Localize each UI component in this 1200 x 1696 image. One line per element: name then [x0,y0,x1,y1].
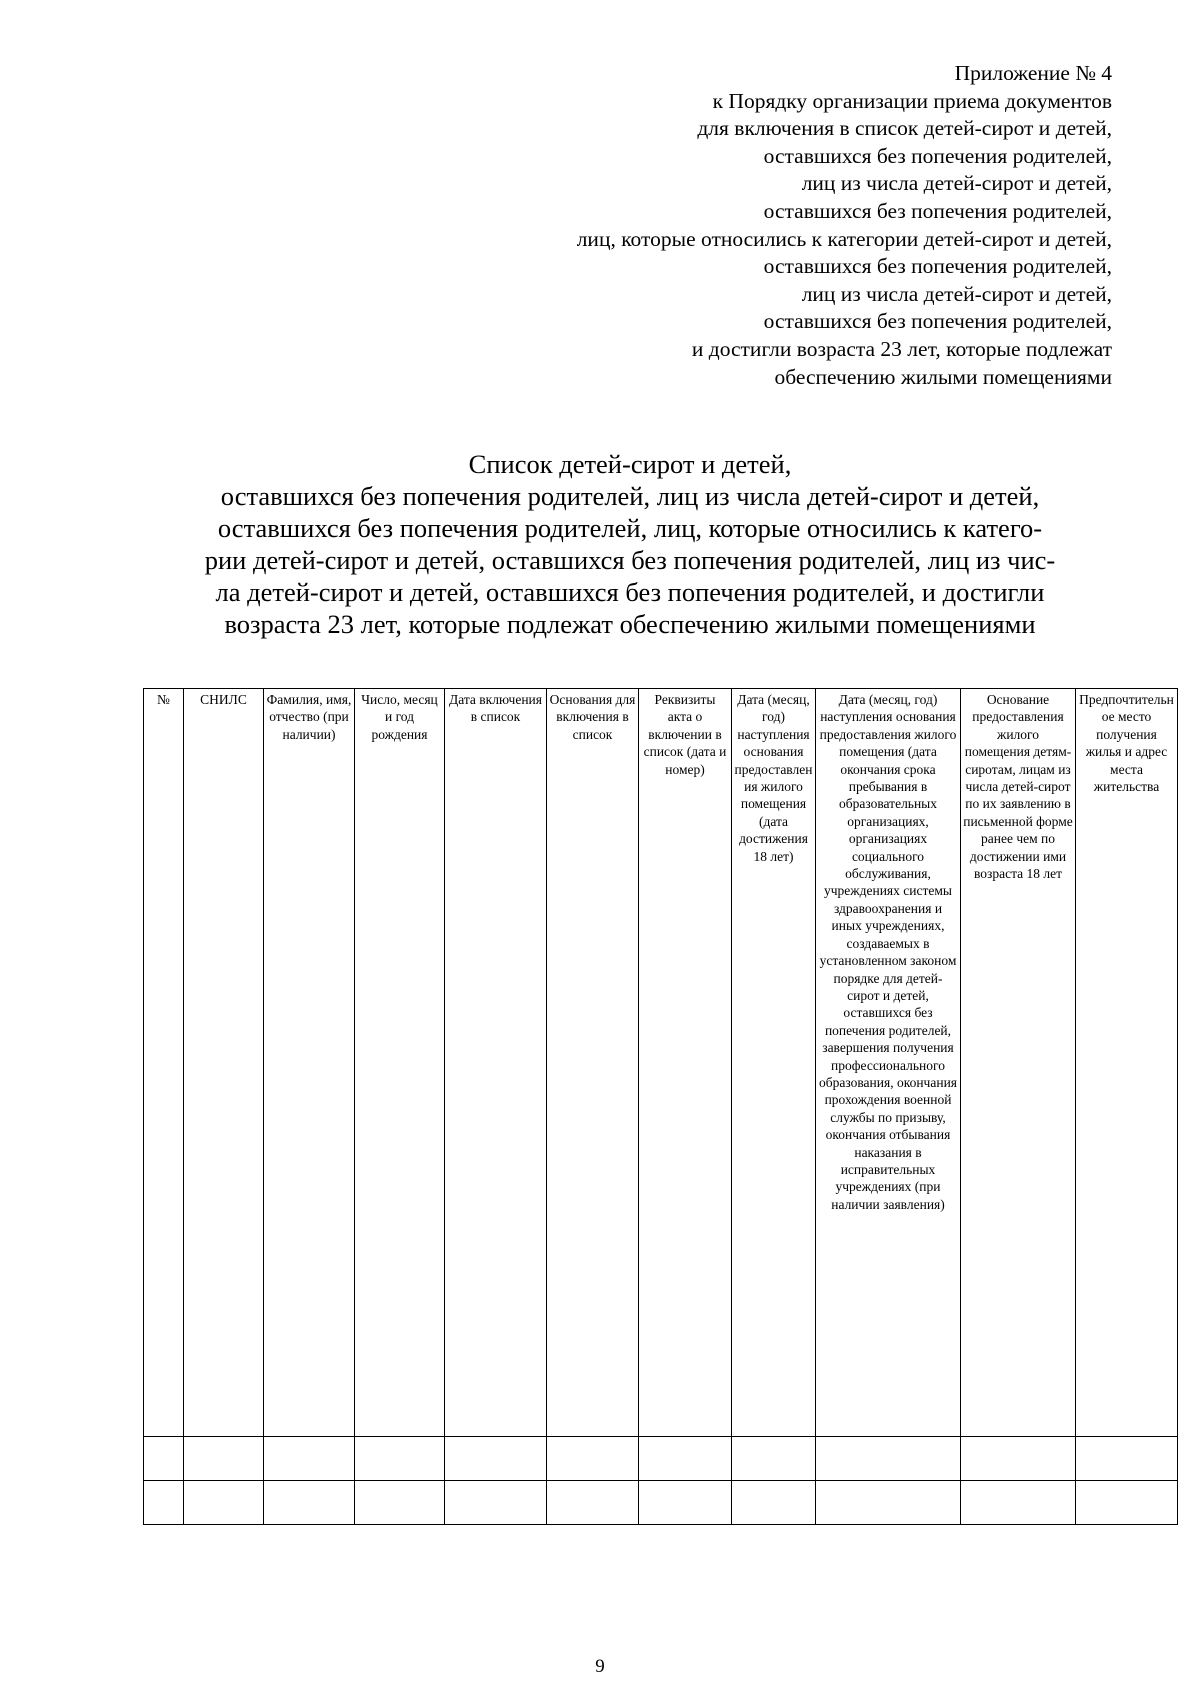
table-cell [961,1481,1076,1525]
table-cell [547,1481,639,1525]
appendix-line: и достигли возраста 23 лет, которые подлежат [691,336,1112,361]
col-header-inclusion-grounds: Основания для включения в список [547,689,639,1437]
table-cell [144,1481,184,1525]
col-header-snils: СНИЛС [184,689,264,1437]
table-cell [816,1481,961,1525]
title-line: оставшихся без попечения родителей, лиц, которые относились к катего- [217,513,1043,543]
appendix-line: для включения в список детей-сирот и детей, [697,116,1112,141]
table-cell [961,1437,1076,1481]
table-cell [264,1437,355,1481]
table-cell [732,1437,816,1481]
appendix-line: оставшихся без попечения родителей, [763,309,1112,334]
appendix-line: лиц из числа детей-сирот и детей, [801,171,1112,196]
appendix-line: оставшихся без попечения родителей, [763,198,1112,223]
page-number: 9 [595,1656,605,1677]
table-cell [144,1437,184,1481]
appendix-line: лиц из числа детей-сирот и детей, [801,281,1112,306]
title-line: возраста 23 лет, которые подлежат обеспечению жилыми помещениями [224,609,1036,639]
col-header-inclusion-date: Дата включения в список [445,689,547,1437]
document-title [130,448,1130,640]
orphans-register-table [143,688,1178,1525]
title-line: рии детей-сирот и детей, оставшихся без попечения родителей, лиц из чис- [204,545,1056,575]
appendix-line: оставшихся без попечения родителей, [763,143,1112,168]
col-header-act-details: Реквизиты акта о включении в список (дата и номер) [639,689,732,1437]
table-cell [1076,1437,1178,1481]
col-header-full-name: Фамилия, имя, отчество (при наличии) [264,689,355,1437]
col-header-number: № [144,689,184,1437]
col-header-early-grounds: Основание предоставления жилого помещения детям-сиротам, лицам из числа детей-сирот по их заявлению в письменной форме ранее чем по достижении ими возраста 18 лет [961,689,1076,1437]
col-header-age-18-date: Дата (месяц, год) наступления основания предоставления жилого помещения (дата достижения 18 лет) [732,689,816,1437]
appendix-line: оставшихся без попечения родителей, [763,254,1112,279]
title-line: Список детей-сирот и детей, [468,449,792,479]
appendix-line: Приложение № 4 [954,61,1112,85]
table-cell [355,1437,445,1481]
table-cell [732,1481,816,1525]
appendix-header [577,60,1112,391]
appendix-line: лиц, которые относились к категории детей-сирот и детей, [576,226,1112,251]
appendix-line: к Порядку организации приема документов [712,88,1112,113]
col-header-preferred-location: Предпочтительное место получения жилья и адрес места жительства [1076,689,1178,1437]
table-cell [547,1437,639,1481]
table-cell [445,1481,547,1525]
table-cell [264,1481,355,1525]
table-cell [445,1437,547,1481]
table-row [144,1481,1178,1525]
table-header-row [144,689,1178,1437]
table-row [144,1437,1178,1481]
col-header-birth-date: Число, месяц и год рождения [355,689,445,1437]
table-cell [1076,1481,1178,1525]
appendix-line: обеспечению жилыми помещениями [774,364,1112,389]
title-line: ла детей-сирот и детей, оставшихся без попечения родителей, и достигли [215,577,1045,607]
title-line: оставшихся без попечения родителей, лиц из числа детей-сирот и детей, [220,481,1040,511]
table-cell [184,1481,264,1525]
table-cell [816,1437,961,1481]
col-header-grounds-date: Дата (месяц, год) наступления основания предоставления жилого помещения (дата окончания срока пребывания в образовательных организациях, организациях социального обслуживания, учреждениях системы здравоохранения и иных учреждениях, создаваемых в установленном законом порядке для детей-сирот и детей, оставшихся без попечения родителей, завершения получения профессионального образования, окончания прохождения военной службы по призыву, окончания отбывания наказания в исправительных учреждениях (при наличии заявления) [816,689,961,1437]
table-cell [355,1481,445,1525]
table-cell [639,1437,732,1481]
table-cell [184,1437,264,1481]
table-cell [639,1481,732,1525]
